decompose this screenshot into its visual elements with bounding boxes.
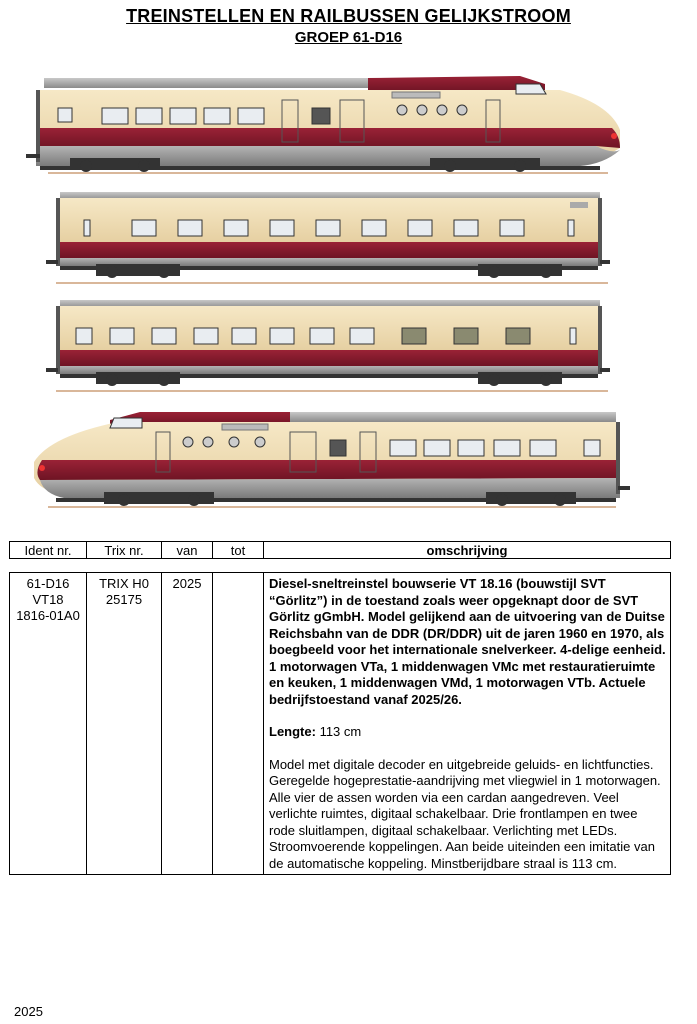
description-cell bbox=[264, 573, 671, 875]
ident-cell bbox=[10, 573, 87, 875]
description-details: Model met digitale decoder en uitgebreide geluids- en lichtfuncties. Geregelde hogeprestatie-aandrijving met vliegwiel in 1 motorwagen. Alle vier de assen worden via een cardan aangedreven. Veel verlichte ruimtes, digitaal schakelbaar. Drie frontlampen en twee rode sluitlampen, digitaal schakelbaar. Verlichting met LEDs. Stroomvoerende koppelingen. Aan beide uiteinden een imitatie van de automatische koppeling. Minstberijdbare straal is 113 cm. bbox=[269, 756, 661, 871]
column-trix: Trix nr. bbox=[87, 542, 162, 559]
column-van: van bbox=[162, 542, 213, 559]
length-line bbox=[269, 724, 666, 741]
length-label: Lengte: bbox=[269, 724, 316, 739]
column-tot: tot bbox=[213, 542, 264, 559]
footer-year: 2025 bbox=[14, 1004, 43, 1019]
van-cell: 2025 bbox=[162, 573, 213, 875]
ident-series: VT18 bbox=[32, 592, 64, 607]
trix-brand: TRIX H0 bbox=[99, 576, 149, 591]
train-car-vmd bbox=[46, 300, 610, 392]
train-car-vta bbox=[26, 76, 620, 174]
tot-cell bbox=[213, 573, 264, 875]
trix-cell bbox=[87, 573, 162, 875]
page-subtitle: GROEP 61-D16 bbox=[294, 29, 403, 46]
train-illustration bbox=[0, 58, 697, 518]
page-title: TREINSTELLEN EN RAILBUSSEN GELIJKSTROOM bbox=[126, 6, 571, 26]
trix-number: 25175 bbox=[105, 592, 143, 607]
ident-number: 61-D16 bbox=[26, 576, 70, 591]
description-main: Diesel-sneltreinstel bouwserie VT 18.16 (bouwstijl SVT “Görlitz”) in de toestand zoals weer opgeknapt door de SVT Görlitz gGmbH. Model gelijkend aan de uitvoering van de Duitse Reichsbahn van de DDR (DR/DDR) uit de jaren 1960 en 1970, als boegbeeld voor het internationale snelverkeer. 4-delige eenheid. 1 motorwagen VTa, 1 middenwagen VMc met restauratieruimte en keuken, 1 middenwagen VMd, 1 motorwagen VTb. Actuele bedrijfstoestand vanaf 2025/26. bbox=[269, 576, 666, 707]
column-header-table bbox=[9, 541, 671, 559]
ident-code: 1816-01A0 bbox=[16, 608, 80, 623]
product-table bbox=[9, 572, 671, 875]
train-car-vmc bbox=[46, 192, 610, 284]
train-car-vtb bbox=[34, 412, 630, 508]
table-row bbox=[10, 573, 671, 875]
length-value: 113 cm bbox=[315, 724, 362, 739]
column-omschrijving: omschrijving bbox=[264, 542, 671, 559]
column-ident: Ident nr. bbox=[10, 542, 87, 559]
